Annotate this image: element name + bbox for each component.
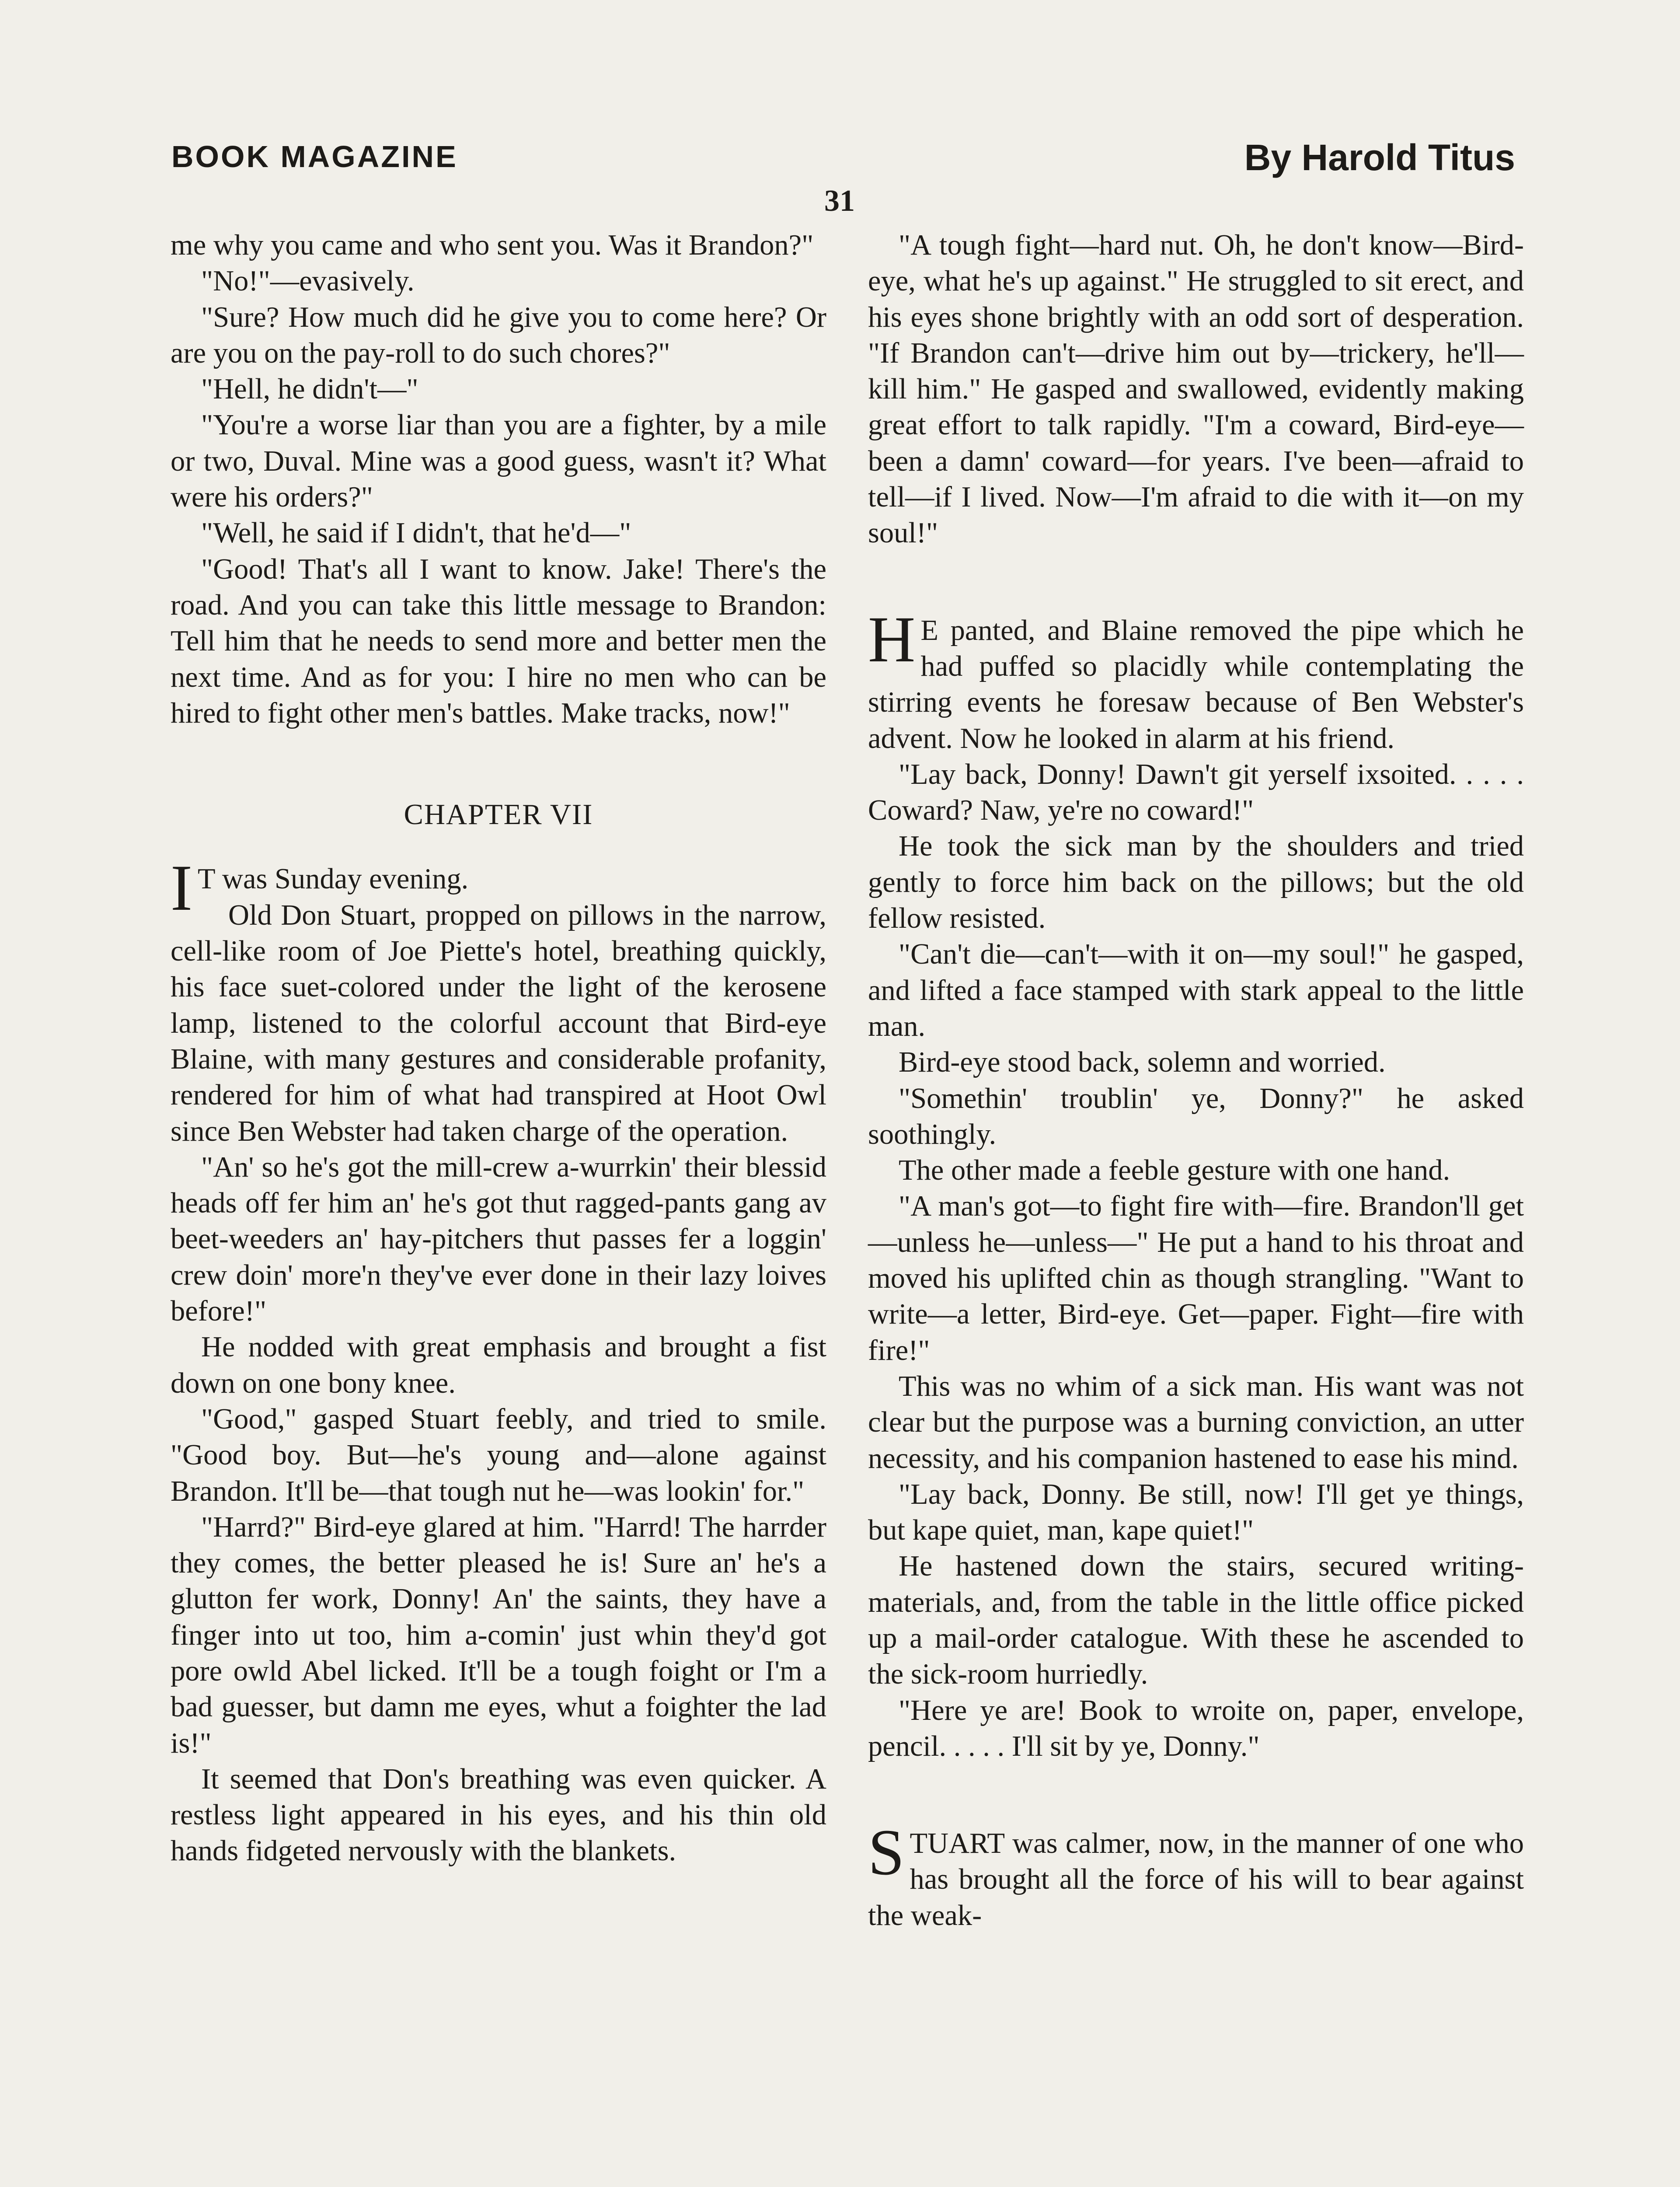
paragraph: "You're a worse liar than you are a fighter, by a mile or two, Duval. Mine was a good guess, wasn't it? What were his orders?": [171, 409, 826, 514]
paragraph: He took the sick man by the shoulders and tried gently to force him back on the pillows; but the old fellow resisted.: [868, 830, 1524, 935]
paragraph: "Harrd?" Bird-eye glared at him. "Harrd! The harrder they comes, the better pleased he is! Sure an' he's a glutton fer work, Donny! An' the saints, they have a finger into ut too, him a-comin' just whin they'd got pore owld Abel licked. It'll be a tough foight or I'm a bad guesser, but damn me eyes, whut a foighter the lad is!": [171, 1511, 826, 1759]
running-header-magazine: BOOK MAGAZINE: [171, 140, 458, 174]
paragraph: "Good," gasped Stuart feebly, and tried to smile. "Good boy. But—he's young and—alone against Brandon. It'll be—that tough nut he—was lookin' for.": [171, 1403, 826, 1507]
paragraph: "Lay back, Donny. Be still, now! I'll get ye things, but kape quiet, man, kape quiet!": [868, 1478, 1524, 1547]
right-column: [868, 227, 1524, 1934]
paragraph: "Good! That's all I want to know. Jake! There's the road. And you can take this little message to Brandon: Tell him that he needs to send more and better men the next time. And as for you: I hire no men who can be hired to fight other men's battles. Make tracks, now!": [171, 553, 826, 729]
section-break: [868, 552, 1524, 613]
paragraph: "A man's got—to fight fire with—fire. Brandon'll get—unless he—unless—" He put a hand to his throat and moved his uplifted chin as though strangling. "Want to write—a letter, Bird-eye. Get—paper. Fight—fire with fire!": [868, 1190, 1524, 1366]
paragraph: "Lay back, Donny! Dawn't git yerself ixsoited. . . . . Coward? Naw, ye're no coward!": [868, 758, 1524, 827]
section-first-paragraph: E panted, and Blaine removed the pipe which he had puffed so placidly while contemplating the stirring events he foresaw because of Ben Webster's advent. Now he looked in alarm at his friend.: [868, 614, 1524, 755]
paragraph: He hastened down the stairs, secured writing-materials, and, from the table in the little office picked up a mail-order catalogue. With these he ascended to the sick-room hurriedly.: [868, 1550, 1524, 1691]
running-header-author: By Harold Titus: [1244, 137, 1515, 178]
paragraph: "Hell, he didn't—": [201, 373, 418, 405]
section-opening: [868, 603, 1524, 757]
paragraph: "Well, he said if I didn't, that he'd—": [201, 517, 631, 549]
section-first-paragraph: TUART was calmer, now, in the manner of one who has brought all the force of his will to bear against the weak-: [868, 1827, 1524, 1932]
paragraph: He nodded with great emphasis and brought a fist down on one bony knee.: [171, 1331, 826, 1399]
chapter-first-line: T was Sunday evening.: [197, 863, 469, 895]
paragraph: "Can't die—can't—with it on—my soul!" he gasped, and lifted a face stamped with stark appeal to the little man.: [868, 938, 1524, 1042]
paragraph: "A tough fight—hard nut. Oh, he don't know—Bird-eye, what he's up against." He struggled to sit erect, and his eyes shone brightly with an odd sort of desperation. "If Brandon can't—drive him out by—trickery, he'll—kill him." He gasped and swallowed, evidently making great effort to talk rapidly. "I'm a coward, Bird-eye—been a damn' coward—for years. I've been—afraid to tell—if I lived. Now—I'm afraid to die with it—on my soul!": [868, 229, 1524, 549]
paragraph: Old Don Stuart, propped on pillows in the narrow, cell-like room of Joe Piette's hotel, breathing quickly, his face suet-colored under the light of the kerosene lamp, listened to the colorful account that Bird-eye Blaine, with many gestures and considerable profanity, rendered for him of what had transpired at Hoot Owl since Ben Webster had taken charge of the operation.: [171, 899, 826, 1147]
page-number: 31: [824, 184, 855, 218]
paragraph: "An' so he's got the mill-crew a-wurrkin' their blessid heads off fer him an' he's got thut ragged-pants gang av beet-weeders an' hay-pitchers thut passes fer a loggin' crew doin' more'n they've ever done in their lazy loives before!": [171, 1151, 826, 1328]
paragraph: It seemed that Don's breathing was even quicker. A restless light appeared in his eyes, and his thin old hands fidgeted nervously with the blankets.: [171, 1763, 826, 1867]
paragraph: Bird-eye stood back, solemn and worried.: [899, 1046, 1386, 1079]
drop-cap: H: [868, 603, 916, 676]
left-column: [171, 227, 826, 1869]
paragraph: This was no whim of a sick man. His want was not clear but the purpose was a burning conviction, an utter necessity, and his companion hastened to ease his mind.: [868, 1370, 1524, 1474]
chapter-heading: CHAPTER VII: [404, 799, 593, 831]
section-break: [868, 1764, 1524, 1826]
drop-cap: I: [171, 852, 192, 925]
paragraph: The other made a feeble gesture with one hand.: [899, 1154, 1450, 1187]
paragraph: "Sure? How much did he give you to come here? Or are you on the pay-roll to do such chores?": [171, 301, 826, 369]
section-opening: [868, 1816, 1524, 1934]
paragraph: "Somethin' troublin' ye, Donny?" he asked soothingly.: [868, 1082, 1524, 1150]
chapter-opening: [171, 852, 826, 925]
paragraph: me why you came and who sent you. Was it Brandon?": [171, 229, 814, 261]
paragraph: "Here ye are! Book to wroite on, paper, envelope, pencil. . . . . I'll sit by ye, Donny.": [868, 1694, 1524, 1762]
drop-cap: S: [868, 1816, 905, 1889]
paragraph: "No!"—evasively.: [201, 265, 415, 297]
